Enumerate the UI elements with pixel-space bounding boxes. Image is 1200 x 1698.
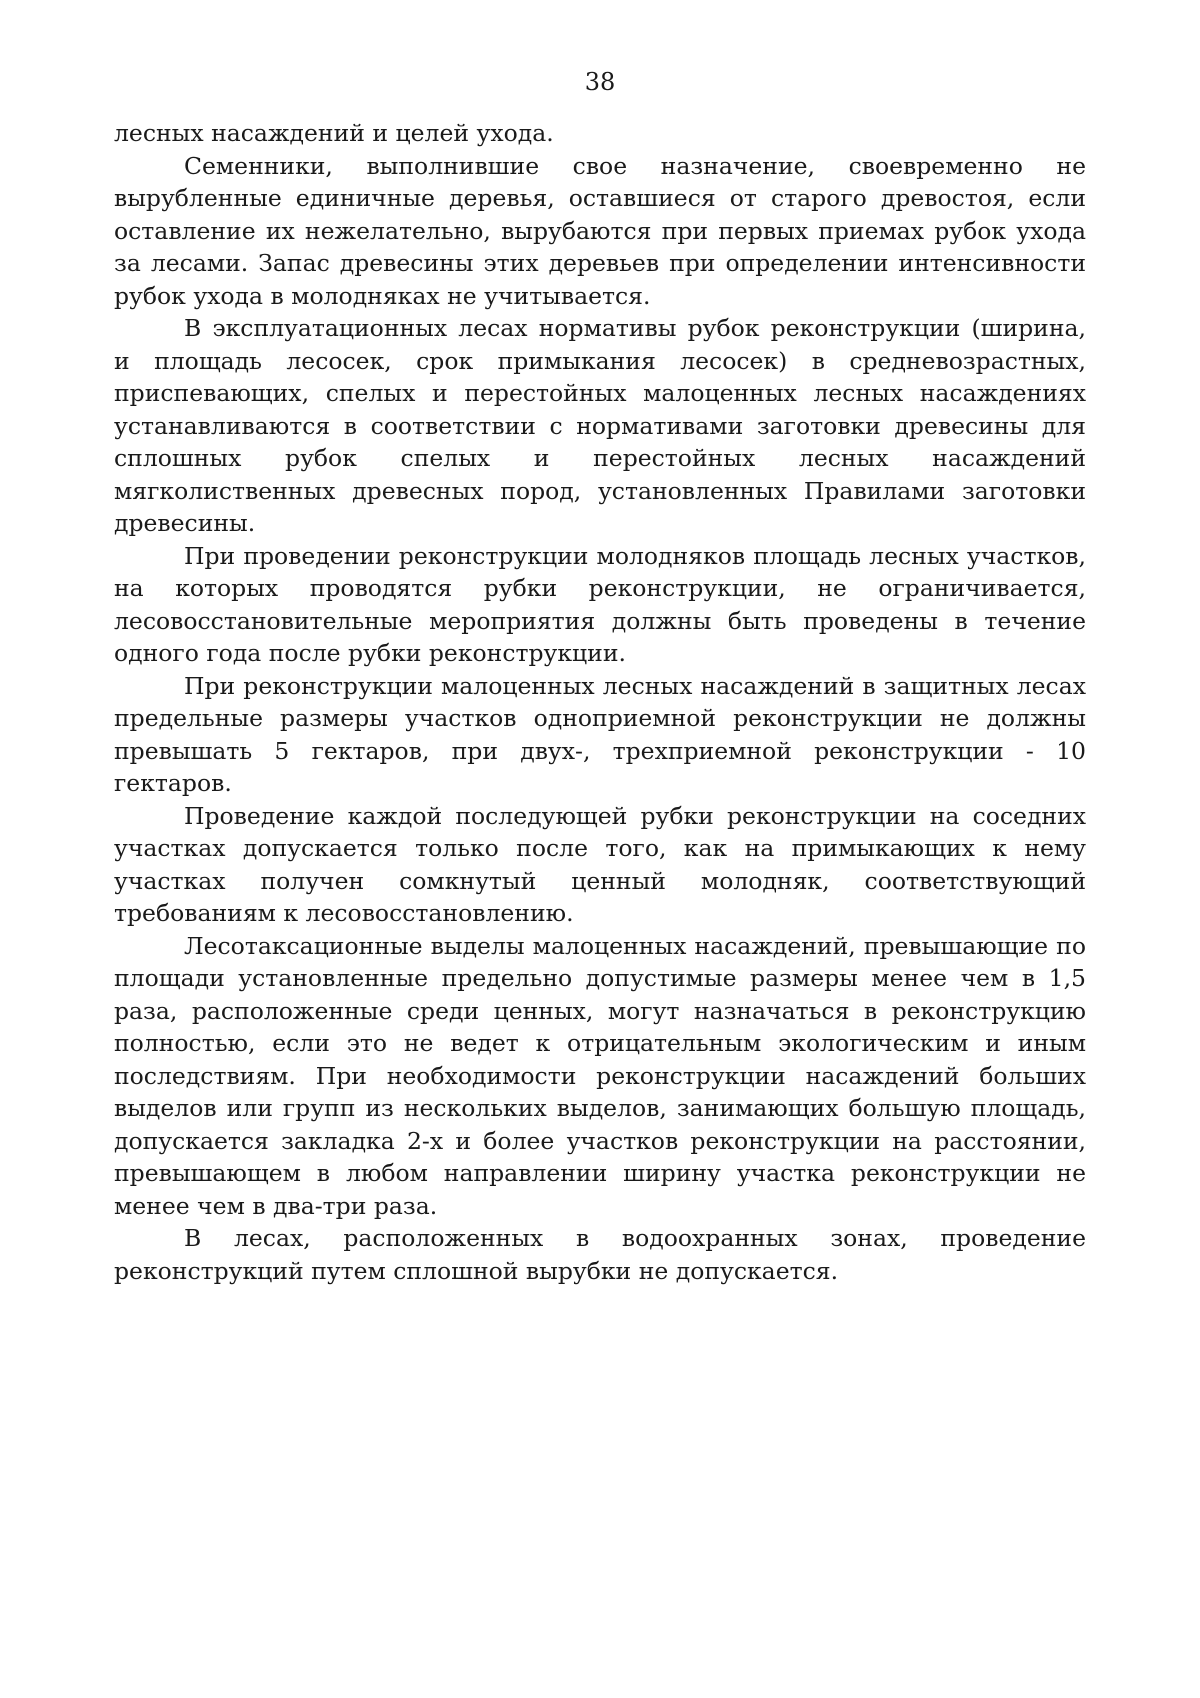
paragraph-subsequent-cutting: Проведение каждой последующей рубки реконструкции на соседних участках допускается только после того, как на примыкающих к нему участках получен сомкнутый ценный молодняк, соответствующий требованиям к лесовосстановлению.: [114, 801, 1086, 927]
paragraph-protective-forests: При реконструкции малоценных лесных насаждений в защитных лесах предельные размеры участков одноприемной реконструкции не должны превышать 5 гектаров, при двух-, трехприемной реконструкции - 10 гектаров.: [114, 671, 1086, 797]
page-number: 38: [584, 68, 616, 96]
paragraph-continuation: лесных насаждений и целей ухода.: [114, 119, 554, 147]
body-text: [114, 117, 1086, 1287]
paragraph-seed-trees: Семенники, выполнившие свое назначение, своевременно не вырубленные единичные деревья, оставшиеся от старого древостоя, если оставление их нежелательно, вырубаются при первых приемах рубок ухода за лесами. Запас древесины этих деревьев при определении интенсивности рубок ухода в молодняках не учитывается.: [114, 151, 1086, 310]
paragraph-young-stands: При проведении реконструкции молодняков площадь лесных участков, на которых проводятся рубки реконструкции, не ограничивается, лесовосстановительные мероприятия должны быть проведены в течение одного года после рубки реконструкции.: [114, 541, 1086, 667]
paragraph-water-protection-zones: В лесах, расположенных в водоохранных зонах, проведение реконструкций путем сплошной вырубки не допускается.: [114, 1224, 1086, 1285]
paragraph-inventory-units: Лесотаксационные выделы малоценных насаждений, превышающие по площади установленные предельно допустимые размеры менее чем в 1,5 раза, расположенные среди ценных, могут назначаться в реконструкцию полностью, если это не ведет к отрицательным экологическим и иным последствиям. При необходимости реконструкции насаждений больших выделов или групп из нескольких выделов, занимающих большую площадь, допускается закладка 2-х и более участков реконструкции на расстоянии, превышающем в любом направлении ширину участка реконструкции не менее чем в два-три раза.: [114, 931, 1086, 1220]
paragraph-exploitation-forests: В эксплуатационных лесах нормативы рубок реконструкции (ширина, и площадь лесосек, срок примыкания лесосек) в средневозрастных, приспевающих, спелых и перестойных малоценных лесных насаждениях устанавливаются в соответствии с нормативами заготовки древесины для сплошных рубок спелых и перестойных лесных насаждений мягколиственных древесных пород, установленных Правилами заготовки древесины.: [114, 314, 1086, 537]
